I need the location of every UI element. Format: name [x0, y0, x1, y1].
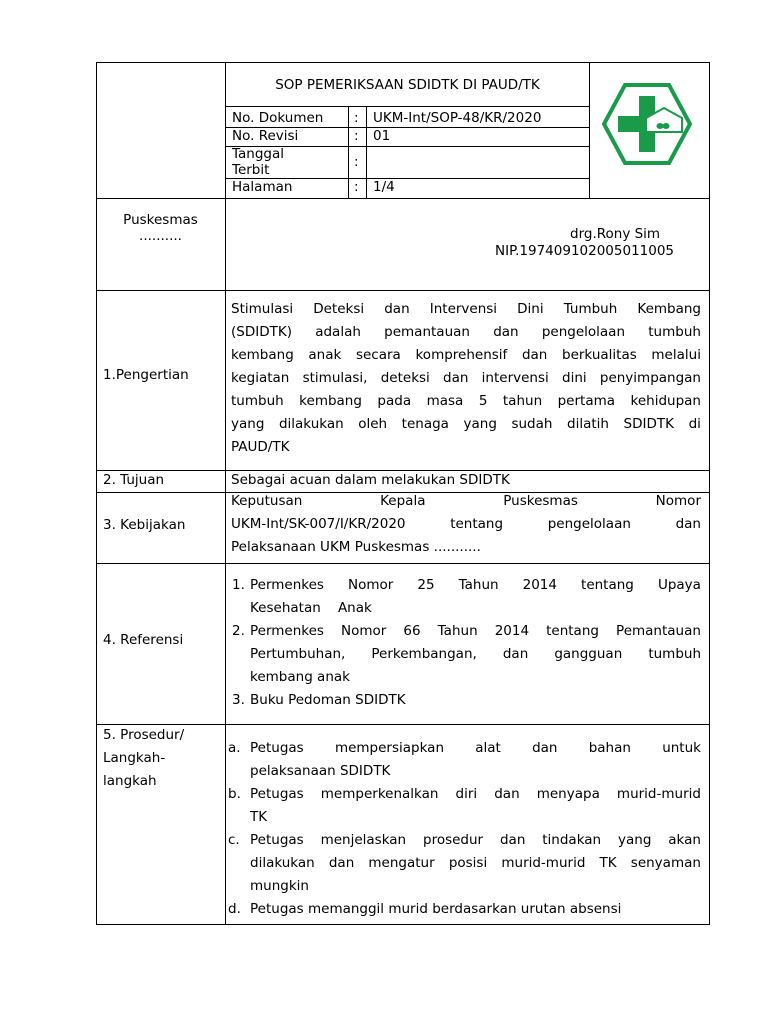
- word: intervensi: [481, 370, 549, 386]
- word: menjelaskan: [320, 832, 407, 848]
- item-line: [250, 898, 701, 921]
- word: komprehensif: [415, 347, 508, 363]
- word: Nomor: [655, 493, 701, 509]
- puskesmas-dots: ..........: [139, 228, 182, 244]
- puskesmas-label: Puskesmas: [123, 212, 198, 228]
- section-line: [96, 290, 710, 291]
- label-prosedur: 5. Prosedur/: [103, 727, 185, 743]
- field-label-no-dokumen: No. Dokumen: [232, 110, 324, 126]
- word: TK: [599, 855, 617, 871]
- word: tumbuh: [648, 646, 701, 662]
- word: bahan: [588, 740, 631, 756]
- word: tentang: [581, 577, 634, 593]
- paragraph-line: [231, 298, 701, 321]
- word: dan: [532, 740, 558, 756]
- word: mempersiapkan: [334, 740, 445, 756]
- section-line: [96, 198, 710, 199]
- list-item: [226, 620, 701, 689]
- word: secara: [355, 347, 401, 363]
- word: pengelolaan: [547, 516, 631, 532]
- word: posisi: [448, 855, 488, 871]
- list-number: 3.: [232, 692, 245, 708]
- referensi-list: [226, 574, 701, 712]
- field-label-halaman: Halaman: [232, 179, 293, 195]
- item-line: [250, 643, 701, 666]
- paragraph-line: [231, 321, 701, 344]
- word: tumbuh: [231, 393, 284, 409]
- word: melalui: [651, 347, 701, 363]
- field-sep: :: [354, 154, 359, 170]
- paragraph-line: [231, 513, 701, 536]
- word: yang: [618, 832, 652, 848]
- word: kembang anak: [250, 669, 350, 685]
- word: sudah: [511, 416, 553, 432]
- word: murid-murid: [616, 786, 701, 802]
- field-sep-line: [366, 106, 367, 198]
- word: dilatih: [567, 416, 609, 432]
- word: berkualitas: [562, 347, 637, 363]
- paragraph-line: [231, 367, 701, 390]
- word: masa: [426, 393, 464, 409]
- label-langkah2: langkah: [103, 773, 157, 789]
- list-item: [226, 574, 701, 620]
- word: dini: [562, 370, 587, 386]
- label-langkah: Langkah-: [103, 750, 166, 766]
- word: Buku Pedoman SDIDTK: [250, 692, 406, 708]
- field-label-terbit: Terbit: [232, 162, 270, 178]
- signer-nip: NIP.197409102005011005: [495, 243, 675, 259]
- list-item: [226, 783, 701, 829]
- item-line: [250, 760, 701, 783]
- word: untuk: [662, 740, 701, 756]
- list-letter: a.: [228, 740, 241, 756]
- word: senyaman: [630, 855, 701, 871]
- puskesmas-logo-icon: [602, 82, 692, 166]
- field-sep: :: [354, 110, 359, 126]
- word: dan: [384, 301, 410, 317]
- word: 2014: [522, 577, 557, 593]
- list-letter: d.: [228, 901, 241, 917]
- item-line: [250, 574, 701, 597]
- word: dan: [494, 786, 520, 802]
- word: diri: [455, 786, 478, 802]
- item-line: [250, 689, 701, 712]
- word: kembang: [299, 393, 362, 409]
- word: Nomor: [341, 623, 387, 639]
- sop-document: [96, 62, 710, 925]
- word: dan: [493, 324, 519, 340]
- signer-name: drg.Rony Sim: [570, 226, 661, 242]
- item-line: [250, 783, 701, 806]
- word: prosedur: [423, 832, 484, 848]
- word: tenaga: [401, 416, 449, 432]
- document-title: SOP PEMERIKSAAN SDIDTK DI PAUD/TK: [275, 77, 540, 93]
- tujuan-text: Sebagai acuan dalam melakukan SDIDTK: [231, 472, 510, 488]
- puskesmas-logo: [602, 82, 692, 166]
- field-sep: :: [354, 128, 359, 144]
- word: anak: [308, 347, 342, 363]
- paragraph-line: [231, 344, 701, 367]
- word: tumbuh: [648, 324, 701, 340]
- field-sep-line: [348, 106, 349, 198]
- label-referensi: 4. Referensi: [103, 632, 184, 648]
- word: (SDIDTK): [231, 324, 292, 340]
- word: dilakukan: [278, 416, 344, 432]
- list-item: [226, 737, 701, 783]
- header-line: [226, 106, 589, 107]
- word: adalah: [315, 324, 361, 340]
- item-line: [250, 852, 701, 875]
- label-pengertian: 1.Pengertian: [103, 367, 189, 383]
- word: memperkenalkan: [320, 786, 439, 802]
- word: tentang: [450, 516, 504, 532]
- word: mungkin: [250, 878, 309, 894]
- word: tentang: [546, 623, 599, 639]
- word: gangguan: [554, 646, 623, 662]
- item-line: [250, 666, 701, 689]
- item-line: [250, 597, 701, 620]
- word: 25: [417, 577, 435, 593]
- word: alat: [475, 740, 501, 756]
- word: Permenkes: [250, 623, 324, 639]
- word: dan: [443, 370, 469, 386]
- word: stimulasi,: [302, 370, 368, 386]
- word: UKM-Int/SK-007/I/KR/2020: [231, 516, 406, 532]
- section-line: [96, 470, 710, 471]
- label-kebijakan: 3. Kebijakan: [103, 517, 186, 533]
- pengertian-paragraph: [231, 298, 701, 459]
- word: dan: [502, 646, 529, 662]
- word: kembang: [231, 347, 294, 363]
- section-line: [96, 724, 710, 725]
- word: Kembang: [637, 301, 701, 317]
- list-letter: b.: [228, 786, 241, 802]
- word: pengelolaan: [541, 324, 626, 340]
- section-line: [96, 563, 710, 564]
- word: Puskesmas: [503, 493, 578, 509]
- word: menyapa: [536, 786, 600, 802]
- list-number: 1.: [232, 577, 245, 593]
- word: yang: [463, 416, 497, 432]
- word: pelaksanaan SDIDTK: [250, 763, 391, 779]
- word: Kesehatan Anak: [250, 600, 372, 616]
- item-line: [250, 806, 701, 829]
- word: Pelaksanaan UKM Puskesmas ...........: [231, 539, 481, 555]
- word: Nomor: [348, 577, 394, 593]
- word: akan: [668, 832, 701, 848]
- word: Petugas: [250, 832, 304, 848]
- word: 2014: [494, 623, 530, 639]
- word: dan: [521, 347, 548, 363]
- word: Intervensi: [429, 301, 498, 317]
- word: dilakukan: [250, 855, 315, 871]
- word: Petugas: [250, 786, 304, 802]
- field-sep: :: [354, 179, 359, 195]
- word: dan: [675, 516, 701, 532]
- list-letter: c.: [228, 832, 240, 848]
- item-line: [250, 875, 701, 898]
- word: Pertumbuhan,: [250, 646, 346, 662]
- word: Tahun: [458, 577, 499, 593]
- word: Petugas memanggil murid berdasarkan urutan absensi: [250, 901, 622, 917]
- word: penyimpangan: [599, 370, 701, 386]
- word: Permenkes: [250, 577, 324, 593]
- field-label-no-revisi: No. Revisi: [232, 128, 299, 144]
- list-item: [226, 898, 701, 921]
- word: Upaya: [657, 577, 701, 593]
- field-value-no-revisi: 01: [373, 128, 391, 144]
- paragraph-line: [231, 413, 701, 436]
- item-line: [250, 829, 701, 852]
- word: mengatur: [368, 855, 435, 871]
- word: Dini: [517, 301, 544, 317]
- word: oleh: [358, 416, 388, 432]
- word: PAUD/TK: [231, 439, 290, 455]
- word: TK: [250, 809, 268, 825]
- word: 66: [403, 623, 421, 639]
- field-label-tanggal: Tanggal: [232, 146, 285, 162]
- list-item: [226, 829, 701, 898]
- word: pada: [377, 393, 412, 409]
- paragraph-line: [231, 490, 701, 513]
- word: 5: [478, 393, 488, 409]
- word: murid-murid: [501, 855, 586, 871]
- word: Petugas: [250, 740, 304, 756]
- word: dan: [328, 855, 355, 871]
- logo-divider: [589, 62, 590, 198]
- prosedur-list: [226, 737, 701, 921]
- word: yang: [231, 416, 265, 432]
- word: Deteksi: [313, 301, 365, 317]
- paragraph-line: [231, 536, 701, 559]
- word: kegiatan: [231, 370, 290, 386]
- word: kehidupan: [630, 393, 701, 409]
- word: Perkembangan,: [371, 646, 477, 662]
- word: Pemantauan: [616, 623, 701, 639]
- list-number: 2.: [232, 623, 245, 639]
- word: deteksi: [380, 370, 430, 386]
- word: Keputusan: [231, 493, 303, 509]
- item-line: [250, 620, 701, 643]
- kebijakan-paragraph: [231, 490, 701, 559]
- word: Tumbuh: [563, 301, 618, 317]
- paragraph-line: [231, 390, 701, 413]
- word: pertama: [557, 393, 616, 409]
- word: SDIDTK: [623, 416, 674, 432]
- word: Tahun: [437, 623, 478, 639]
- label-tujuan: 2. Tujuan: [103, 472, 165, 488]
- list-item: [226, 689, 701, 712]
- field-value-no-dokumen: UKM-Int/SOP-48/KR/2020: [373, 110, 542, 126]
- paragraph-line: [231, 436, 701, 459]
- field-value-halaman: 1/4: [373, 179, 395, 195]
- word: dan: [499, 832, 526, 848]
- word: Stimulasi: [231, 301, 294, 317]
- word: Kepala: [380, 493, 426, 509]
- word: tindakan: [542, 832, 602, 848]
- item-line: [250, 737, 701, 760]
- word: pemantauan: [384, 324, 470, 340]
- word: di: [688, 416, 701, 432]
- word: tahun: [502, 393, 543, 409]
